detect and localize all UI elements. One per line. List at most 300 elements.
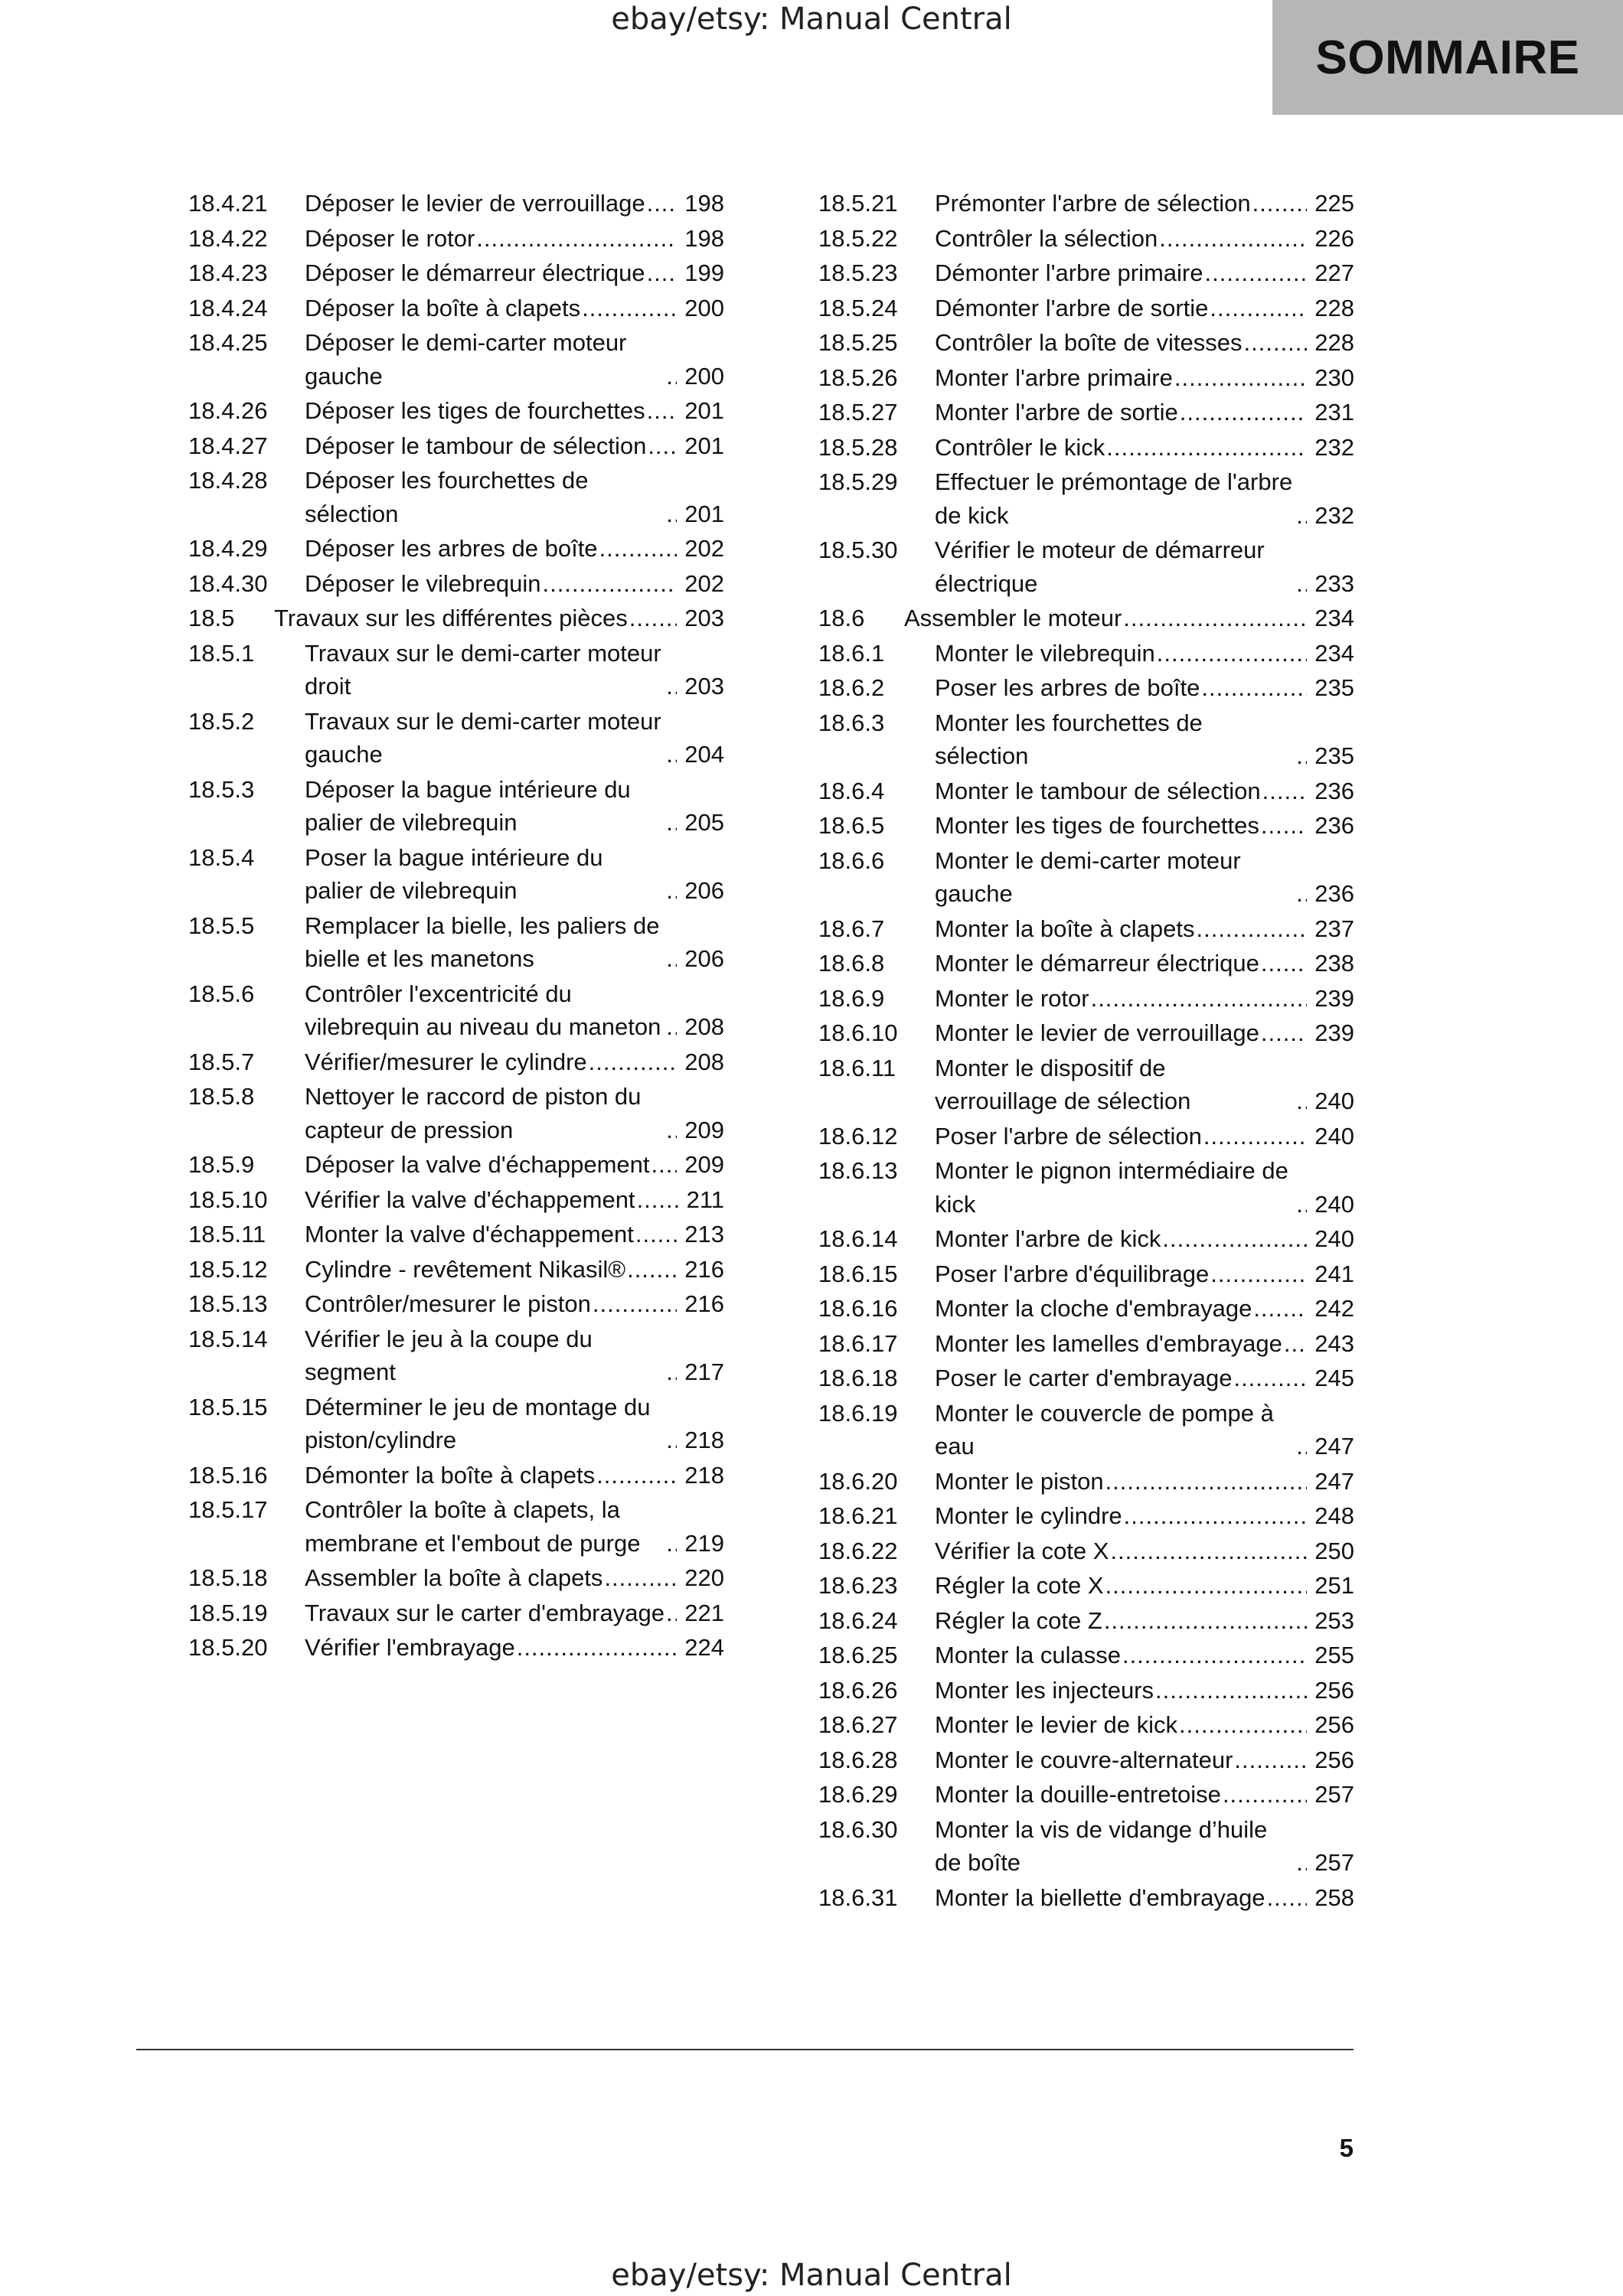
toc-dot-leader xyxy=(1110,1534,1307,1568)
toc-entry-number: 18.4.28 xyxy=(188,467,268,494)
page-number: 5 xyxy=(1339,2134,1354,2162)
toc-dot-leader xyxy=(1252,187,1308,220)
toc-entry-number: 18.5.12 xyxy=(188,1255,268,1283)
toc-dot-leader xyxy=(1253,1292,1307,1326)
toc-entry[interactable] xyxy=(188,1561,724,1595)
toc-entry-number: 18.5.1 xyxy=(188,639,255,667)
toc-entry-number: 18.5.16 xyxy=(188,1461,268,1489)
toc-entry-page: 216 xyxy=(684,1290,724,1317)
toc-dot-leader xyxy=(1296,567,1307,601)
toc-entry-number: 18.6.16 xyxy=(818,1295,898,1322)
toc-dot-leader xyxy=(666,1355,677,1389)
toc-dot-leader xyxy=(637,1183,679,1217)
toc-entry-page: 247 xyxy=(1314,1467,1354,1495)
toc-entry-title: Déposer le levier de verrouillage xyxy=(305,190,645,217)
toc-entry-page: 233 xyxy=(1314,569,1354,597)
toc-entry[interactable] xyxy=(818,222,1354,256)
toc-dot-leader xyxy=(1261,809,1307,843)
toc-entry-number: 18.6.19 xyxy=(818,1399,898,1427)
toc-entry-number: 18.4.25 xyxy=(188,329,268,356)
toc-entry-title: Vérifier le moteur de démarreur électrique xyxy=(935,536,1265,597)
toc-dot-leader xyxy=(651,1148,678,1182)
toc-entry[interactable] xyxy=(188,429,724,463)
toc-entry[interactable] xyxy=(818,1743,1354,1777)
toc-dot-leader xyxy=(1210,292,1307,325)
toc-entry-number: 18.6.24 xyxy=(818,1606,898,1634)
toc-entry-page: 217 xyxy=(684,1358,724,1385)
toc-entry[interactable] xyxy=(818,326,1354,360)
toc-entry-title: Démonter la boîte à clapets xyxy=(305,1461,596,1489)
toc-entry[interactable] xyxy=(818,1569,1354,1603)
toc-entry-number: 18.5.2 xyxy=(188,707,255,735)
toc-dot-leader xyxy=(635,1218,677,1251)
toc-dot-leader xyxy=(1091,982,1308,1016)
toc-dot-leader xyxy=(1180,396,1307,429)
toc-dot-leader xyxy=(1204,256,1307,290)
toc-dot-leader xyxy=(1124,1499,1308,1533)
toc-entry-title: Assembler la boîte à clapets xyxy=(305,1564,603,1591)
toc-entry-number: 18.5.25 xyxy=(818,329,898,356)
toc-entry-number: 18.5 xyxy=(188,605,235,631)
toc-entry-page: 201 xyxy=(684,432,724,459)
toc-entry-page: 220 xyxy=(684,1564,724,1591)
toc-entry[interactable] xyxy=(188,326,724,393)
toc-entry[interactable] xyxy=(818,706,1354,773)
toc-entry[interactable] xyxy=(818,1604,1354,1638)
toc-entry-page: 247 xyxy=(1314,1433,1354,1459)
toc-entry[interactable] xyxy=(818,187,1354,220)
toc-entry[interactable] xyxy=(188,1322,724,1389)
toc-entry-page: 240 xyxy=(1314,1190,1354,1218)
toc-entry-number: 18.6.10 xyxy=(818,1019,898,1046)
toc-entry[interactable] xyxy=(188,292,724,325)
toc-entry-title: Vérifier la cote X xyxy=(935,1537,1109,1564)
toc-entry-title: Vérifier le jeu à la coupe du segment xyxy=(305,1325,593,1385)
toc-entry[interactable] xyxy=(188,1148,724,1182)
toc-entry-title: Monter le pignon intermédiaire de kick xyxy=(935,1157,1288,1218)
toc-entry-title: Cylindre - revêtement Nikasil® xyxy=(305,1255,626,1283)
toc-entry-title: Déposer la boîte à clapets xyxy=(305,294,581,321)
toc-entry[interactable] xyxy=(188,773,724,840)
toc-entry-number: 18.5.18 xyxy=(188,1564,268,1591)
toc-entry-title: Déposer les fourchettes de sélection xyxy=(305,467,589,527)
toc-entry[interactable] xyxy=(818,1465,1354,1499)
toc-entry[interactable] xyxy=(188,1596,724,1630)
toc-entry[interactable] xyxy=(818,671,1354,705)
toc-entry-title: Monter le dispositif de verrouillage de sélection xyxy=(935,1054,1191,1114)
toc-dot-leader xyxy=(1105,1569,1308,1603)
toc-entry-number: 18.5.26 xyxy=(818,364,898,391)
toc-entry-page: 250 xyxy=(1314,1537,1354,1564)
toc-entry-number: 18.6.11 xyxy=(818,1054,896,1081)
toc-entry-title: Déposer la valve d'échappement xyxy=(305,1151,650,1178)
toc-entry[interactable] xyxy=(188,222,724,256)
toc-entry[interactable] xyxy=(188,1253,724,1287)
toc-entry-number: 18.6.26 xyxy=(818,1676,898,1704)
toc-entry-title: Monter le demi-carter moteur gauche xyxy=(935,846,1241,907)
toc-entry-page: 199 xyxy=(684,259,724,286)
toc-entry-title: Poser les arbres de boîte xyxy=(935,674,1200,701)
toc-entry[interactable] xyxy=(188,1631,724,1665)
toc-entry-title: Contrôler/mesurer le piston xyxy=(305,1290,591,1317)
toc-dot-leader xyxy=(666,1527,677,1561)
toc-entry[interactable] xyxy=(818,1534,1354,1568)
toc-entry-page: 257 xyxy=(1314,1781,1354,1808)
toc-entry[interactable] xyxy=(818,1397,1354,1463)
toc-entry-title: Contrôler la sélection xyxy=(935,224,1158,252)
toc-entry-number: 18.4.27 xyxy=(188,432,268,459)
toc-entry-page: 228 xyxy=(1314,294,1354,321)
toc-dot-leader xyxy=(1196,912,1307,946)
toc-entry-number: 18.6.25 xyxy=(818,1642,898,1668)
toc-dot-leader xyxy=(666,738,677,771)
toc-entry-number: 18.6 xyxy=(818,605,865,631)
toc-entry[interactable] xyxy=(818,256,1354,290)
toc-dot-leader xyxy=(1296,1084,1307,1118)
toc-entry[interactable] xyxy=(818,1052,1354,1118)
toc-entry-number: 18.6.8 xyxy=(818,950,885,977)
toc-entry-title: Monter les fourchettes de sélection xyxy=(935,709,1203,769)
toc-entry-page: 216 xyxy=(684,1255,724,1283)
toc-entry-number: 18.6.21 xyxy=(818,1502,898,1529)
toc-entry[interactable] xyxy=(188,1391,724,1457)
toc-entry-page: 240 xyxy=(1314,1088,1354,1114)
toc-entry-title: Assembler le moteur xyxy=(904,605,1122,631)
toc-entry[interactable] xyxy=(188,602,724,635)
toc-dot-leader xyxy=(647,187,678,220)
toc-entry[interactable] xyxy=(188,567,724,601)
toc-entry[interactable] xyxy=(818,809,1354,843)
toc-entry-number: 18.6.29 xyxy=(818,1781,898,1808)
toc-entry-page: 198 xyxy=(684,190,724,217)
toc-entry[interactable] xyxy=(818,947,1354,980)
toc-entry[interactable] xyxy=(818,637,1354,670)
toc-entry-title: Monter le levier de verrouillage xyxy=(935,1019,1259,1046)
toc-entry[interactable] xyxy=(818,431,1354,465)
toc-entry-number: 18.4.30 xyxy=(188,569,268,597)
toc-entry-number: 18.5.28 xyxy=(818,433,898,461)
toc-dot-leader xyxy=(589,1045,678,1079)
toc-entry[interactable] xyxy=(188,532,724,566)
toc-entry-page: 208 xyxy=(684,1013,724,1040)
toc-entry[interactable] xyxy=(188,1287,724,1321)
toc-entry-title: Monter la boîte à clapets xyxy=(935,915,1195,942)
toc-entry[interactable] xyxy=(818,844,1354,911)
toc-entry[interactable] xyxy=(188,1183,724,1217)
toc-entry-number: 18.6.28 xyxy=(818,1746,898,1773)
toc-dot-leader xyxy=(627,1253,677,1287)
toc-entry[interactable] xyxy=(818,1327,1354,1361)
toc-entry-page: 240 xyxy=(1314,1225,1354,1252)
toc-dot-leader xyxy=(666,942,677,976)
toc-entry-title: Monter le démarreur électrique xyxy=(935,950,1259,977)
toc-column-right xyxy=(818,187,1354,1916)
toc-entry-page: 248 xyxy=(1314,1502,1354,1529)
toc-entry[interactable] xyxy=(188,187,724,220)
toc-entry[interactable] xyxy=(188,464,724,530)
toc-dot-leader xyxy=(1296,499,1307,533)
toc-entry[interactable] xyxy=(188,1045,724,1079)
toc-entry[interactable] xyxy=(818,602,1354,635)
toc-entry-page: 238 xyxy=(1314,950,1354,977)
toc-entry-title: Effectuer le prémontage de l'arbre de kick xyxy=(935,468,1293,529)
toc-entry[interactable] xyxy=(818,775,1354,808)
toc-entry-number: 18.6.2 xyxy=(818,674,885,701)
toc-entry-number: 18.6.14 xyxy=(818,1225,898,1252)
toc-entry-page: 200 xyxy=(684,294,724,321)
watermark-bottom: ebay/etsy: Manual Central xyxy=(611,2258,1012,2293)
toc-entry-title: Poser l'arbre de sélection xyxy=(935,1122,1202,1150)
toc-entry-title: Travaux sur le demi-carter moteur gauche xyxy=(305,707,661,768)
toc-entry-title: Monter le rotor xyxy=(935,984,1089,1012)
toc-entry[interactable] xyxy=(188,256,724,290)
toc-entry-page: 204 xyxy=(684,741,724,768)
toc-entry[interactable] xyxy=(818,1499,1354,1533)
toc-entry-title: Déterminer le jeu de montage du piston/cylindre xyxy=(305,1393,651,1453)
toc-dot-leader xyxy=(582,292,677,325)
toc-entry-number: 18.5.14 xyxy=(188,1325,268,1352)
toc-entry-title: Déposer le démarreur électrique xyxy=(305,259,645,286)
toc-entry-number: 18.6.17 xyxy=(818,1329,898,1357)
toc-dot-leader xyxy=(1267,1881,1308,1915)
toc-dot-leader xyxy=(596,1459,677,1492)
toc-dot-leader xyxy=(599,532,678,566)
toc-entry-number: 18.5.30 xyxy=(818,536,898,563)
toc-entry-page: 206 xyxy=(684,945,724,972)
toc-entry-page: 243 xyxy=(1314,1329,1354,1357)
toc-dot-leader xyxy=(666,1114,677,1147)
toc-entry[interactable] xyxy=(818,982,1354,1016)
toc-entry-title: Monter les injecteurs xyxy=(935,1676,1154,1704)
toc-entry-number: 18.6.20 xyxy=(818,1467,898,1495)
toc-entry-page: 241 xyxy=(1314,1260,1354,1287)
toc-dot-leader xyxy=(604,1561,677,1595)
toc-entry-page: 256 xyxy=(1314,1676,1354,1704)
toc-dot-leader xyxy=(1234,1743,1307,1777)
toc-entry-title: Nettoyer le raccord de piston du capteur de pression xyxy=(305,1083,642,1143)
toc-entry-page: 231 xyxy=(1314,399,1354,426)
toc-entry-page: 205 xyxy=(684,809,724,836)
toc-entry-page: 202 xyxy=(684,569,724,597)
toc-entry-number: 18.5.5 xyxy=(188,912,255,939)
toc-entry-title: Déposer le demi-carter moteur gauche xyxy=(305,329,627,390)
toc-entry-number: 18.4.24 xyxy=(188,294,268,321)
toc-entry[interactable] xyxy=(818,533,1354,600)
toc-entry-title: Monter le couvre-alternateur xyxy=(935,1746,1233,1773)
toc-entry-title: Monter la culasse xyxy=(935,1642,1121,1668)
toc-entry-title: Déposer le vilebrequin xyxy=(305,569,541,597)
toc-dot-leader xyxy=(1201,671,1307,705)
toc-entry-title: Démonter l'arbre primaire xyxy=(935,259,1203,286)
toc-entry-number: 18.5.3 xyxy=(188,775,255,803)
toc-entry-title: Monter le couvercle de pompe à eau xyxy=(935,1399,1274,1459)
toc-entry-page: 211 xyxy=(686,1186,724,1213)
toc-entry-number: 18.5.17 xyxy=(188,1496,268,1523)
toc-entry-title: Monter l'arbre primaire xyxy=(935,364,1173,391)
toc-entry-page: 209 xyxy=(684,1151,724,1178)
toc-entry[interactable] xyxy=(188,1459,724,1492)
toc-entry[interactable] xyxy=(818,465,1354,532)
toc-entry[interactable] xyxy=(818,1362,1354,1395)
toc-dot-leader xyxy=(1122,1639,1307,1672)
toc-entry[interactable] xyxy=(188,1493,724,1560)
toc-dot-leader xyxy=(1155,1674,1307,1707)
toc-entry[interactable] xyxy=(818,1120,1354,1153)
toc-dot-leader xyxy=(1179,1708,1307,1742)
toc-entry-title: Vérifier l'embrayage xyxy=(305,1634,515,1661)
toc-entry-page: 226 xyxy=(1314,224,1354,252)
toc-entry[interactable] xyxy=(818,1257,1354,1291)
toc-entry-number: 18.6.7 xyxy=(818,915,885,942)
toc-entry-title: Monter l'arbre de sortie xyxy=(935,399,1178,426)
toc-dot-leader xyxy=(1106,431,1307,465)
toc-dot-leader xyxy=(1261,1016,1307,1050)
toc-entry[interactable] xyxy=(818,1292,1354,1326)
toc-dot-leader xyxy=(647,256,678,290)
toc-entry-number: 18.6.5 xyxy=(818,812,885,839)
toc-dot-leader xyxy=(647,394,678,428)
toc-entry-number: 18.5.29 xyxy=(818,468,898,495)
toc-entry[interactable] xyxy=(188,841,724,908)
toc-dot-leader xyxy=(1157,637,1308,670)
toc-dot-leader xyxy=(648,429,677,463)
toc-entry-page: 236 xyxy=(1314,880,1354,907)
toc-entry[interactable] xyxy=(818,1813,1354,1880)
toc-entry-number: 18.5.10 xyxy=(188,1186,268,1213)
toc-entry-page: 239 xyxy=(1314,1019,1354,1046)
toc-entry-title: Contrôler la boîte de vitesses xyxy=(935,329,1243,356)
toc-entry[interactable] xyxy=(188,1080,724,1146)
toc-entry-title: Contrôler l'excentricité du vilebrequin au niveau du maneton xyxy=(305,980,661,1040)
toc-entry-number: 18.5.9 xyxy=(188,1151,255,1178)
toc-entry-page: 255 xyxy=(1314,1642,1354,1668)
toc-entry-title: Poser le carter d'embrayage xyxy=(935,1365,1233,1391)
toc-entry-number: 18.4.22 xyxy=(188,224,268,252)
toc-entry-title: Déposer les arbres de boîte xyxy=(305,535,598,562)
toc-entry[interactable] xyxy=(818,1222,1354,1256)
toc-entry-number: 18.5.27 xyxy=(818,399,898,426)
toc-entry-title: Travaux sur le carter d'embrayage xyxy=(305,1599,665,1626)
toc-entry-title: Monter la vis de vidange d’huile de boîte xyxy=(935,1815,1268,1876)
toc-entry-number: 18.6.27 xyxy=(818,1711,898,1738)
toc-dot-leader xyxy=(1296,877,1307,911)
toc-entry[interactable] xyxy=(188,394,724,428)
toc-dot-leader xyxy=(666,874,677,908)
toc-entry[interactable] xyxy=(188,705,724,771)
toc-entry[interactable] xyxy=(188,637,724,703)
toc-entry-page: 203 xyxy=(684,673,724,700)
toc-dot-leader xyxy=(1105,1465,1308,1499)
toc-dot-leader xyxy=(629,602,677,635)
toc-entry-page: 227 xyxy=(1314,259,1354,286)
toc-entry[interactable] xyxy=(818,1639,1354,1672)
toc-entry-title: Monter les tiges de fourchettes xyxy=(935,812,1259,839)
toc-entry-page: 235 xyxy=(1314,674,1354,701)
toc-entry-number: 18.4.21 xyxy=(188,190,268,217)
toc-dot-leader xyxy=(542,567,677,601)
toc-entry-title: Déposer le rotor xyxy=(305,224,475,252)
toc-entry-title: Poser l'arbre d'équilibrage xyxy=(935,1260,1210,1287)
toc-dot-leader xyxy=(1296,1430,1307,1463)
toc-entry-page: 258 xyxy=(1314,1883,1354,1911)
toc-entry-number: 18.4.29 xyxy=(188,535,268,562)
toc-entry-number: 18.6.13 xyxy=(818,1157,898,1184)
toc-entry-title: Monter le vilebrequin xyxy=(935,639,1155,667)
toc-entry-page: 201 xyxy=(684,397,724,424)
toc-entry-number: 18.6.23 xyxy=(818,1572,898,1599)
toc-entry-page: 245 xyxy=(1314,1365,1354,1391)
toc-entry-number: 18.4.26 xyxy=(188,397,268,424)
toc-entry-number: 18.5.7 xyxy=(188,1048,255,1075)
toc-entry[interactable] xyxy=(188,1218,724,1251)
toc-entry-page: 200 xyxy=(684,362,724,390)
toc-entry-number: 18.5.8 xyxy=(188,1083,255,1110)
toc-entry[interactable] xyxy=(818,1154,1354,1221)
toc-entry-page: 234 xyxy=(1314,605,1354,631)
toc-entry-number: 18.5.22 xyxy=(818,224,898,252)
toc-entry-number: 18.5.19 xyxy=(188,1599,268,1626)
toc-dot-leader xyxy=(666,1596,677,1630)
toc-entry-number: 18.6.12 xyxy=(818,1122,898,1150)
toc-dot-leader xyxy=(1123,602,1307,635)
toc-entry[interactable] xyxy=(188,977,724,1044)
toc-entry-number: 18.6.30 xyxy=(818,1815,898,1843)
toc-dot-leader xyxy=(1262,775,1308,808)
toc-entry[interactable] xyxy=(188,909,724,976)
toc-entry-page: 235 xyxy=(1314,742,1354,769)
toc-entry-title: Régler la cote Z xyxy=(935,1606,1102,1634)
toc-entry-page: 232 xyxy=(1314,501,1354,529)
toc-entry-page: 201 xyxy=(684,500,724,527)
toc-entry-number: 18.5.13 xyxy=(188,1290,268,1317)
toc-entry-page: 237 xyxy=(1314,915,1354,942)
toc-dot-leader xyxy=(1104,1604,1307,1638)
toc-dot-leader xyxy=(666,806,677,840)
toc-entry-number: 18.6.9 xyxy=(818,984,885,1012)
toc-entry-title: Contrôler le kick xyxy=(935,433,1105,461)
toc-entry-title: Remplacer la bielle, les paliers de bielle et les manetons xyxy=(305,912,660,972)
toc-dot-leader xyxy=(1296,1188,1307,1221)
toc-entry-title: Démonter l'arbre de sortie xyxy=(935,294,1209,321)
toc-entry-page: 251 xyxy=(1314,1572,1354,1599)
toc-dot-leader xyxy=(593,1287,677,1321)
toc-entry[interactable] xyxy=(818,292,1354,325)
toc-entry[interactable] xyxy=(818,396,1354,429)
toc-entry-page: 225 xyxy=(1314,190,1354,217)
toc-entry-number: 18.6.4 xyxy=(818,777,885,804)
toc-dot-leader xyxy=(1296,1846,1307,1880)
toc-entry[interactable] xyxy=(818,912,1354,946)
toc-entry-page: 221 xyxy=(684,1599,724,1626)
toc-entry-number: 18.6.18 xyxy=(818,1365,898,1391)
toc-entry-number: 18.4.23 xyxy=(188,259,268,286)
toc-entry[interactable] xyxy=(818,361,1354,395)
toc-entry-number: 18.6.22 xyxy=(818,1537,898,1564)
toc-entry[interactable] xyxy=(818,1881,1354,1915)
toc-entry[interactable] xyxy=(818,1778,1354,1812)
toc-entry-page: 232 xyxy=(1314,433,1354,461)
toc-entry-page: 206 xyxy=(684,877,724,904)
toc-entry[interactable] xyxy=(818,1708,1354,1742)
toc-entry[interactable] xyxy=(818,1674,1354,1707)
toc-entry-page: 213 xyxy=(684,1221,724,1247)
toc-entry-title: Monter la douille-entretoise xyxy=(935,1781,1221,1808)
toc-entry-page: 228 xyxy=(1314,329,1354,356)
toc-entry-title: Régler la cote X xyxy=(935,1572,1104,1599)
toc-entry-page: 236 xyxy=(1314,777,1354,804)
toc-entry-number: 18.5.11 xyxy=(188,1221,266,1247)
toc-entry[interactable] xyxy=(818,1016,1354,1050)
